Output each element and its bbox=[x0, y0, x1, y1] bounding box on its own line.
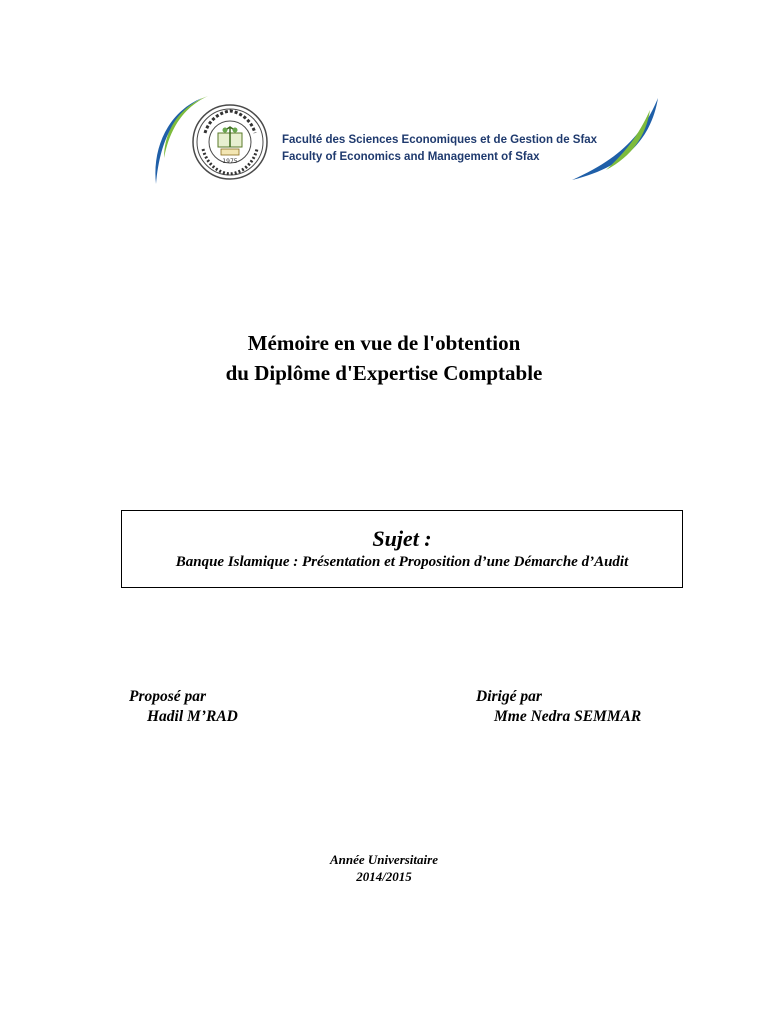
academic-year-value: 2014/2015 bbox=[356, 869, 412, 884]
faculty-names bbox=[282, 132, 602, 166]
university-seal-icon bbox=[191, 103, 269, 181]
proposer-label: Proposé par bbox=[129, 688, 207, 705]
title-line-1: Mémoire en vue de l'obtention bbox=[247, 331, 521, 355]
faculty-name-english: Faculty of Economics and Management of Sfax bbox=[282, 151, 540, 163]
director-name: Mme Nedra SEMMAR bbox=[494, 708, 642, 725]
academic-year-label: Année Universitaire bbox=[330, 852, 438, 867]
right-swoosh-graphic bbox=[570, 96, 660, 182]
director-label: Dirigé par bbox=[476, 688, 542, 705]
subject-heading: Sujet : bbox=[372, 526, 432, 551]
proposer-block bbox=[129, 687, 238, 727]
thesis-title bbox=[0, 328, 768, 388]
faculty-logo-banner bbox=[150, 96, 660, 186]
proposer-name: Hadil M’RAD bbox=[147, 708, 238, 725]
title-line-2: du Diplôme d'Expertise Comptable bbox=[225, 361, 543, 385]
director-block bbox=[476, 687, 641, 727]
seal-year-text: 1975 bbox=[222, 158, 238, 165]
subject-box bbox=[121, 510, 683, 588]
academic-year-block bbox=[0, 851, 768, 885]
faculty-name-french: Faculté des Sciences Economiques et de Gestion de Sfax bbox=[282, 134, 598, 146]
subject-text: Banque Islamique : Présentation et Proposition d’une Démarche d’Audit bbox=[175, 554, 629, 570]
